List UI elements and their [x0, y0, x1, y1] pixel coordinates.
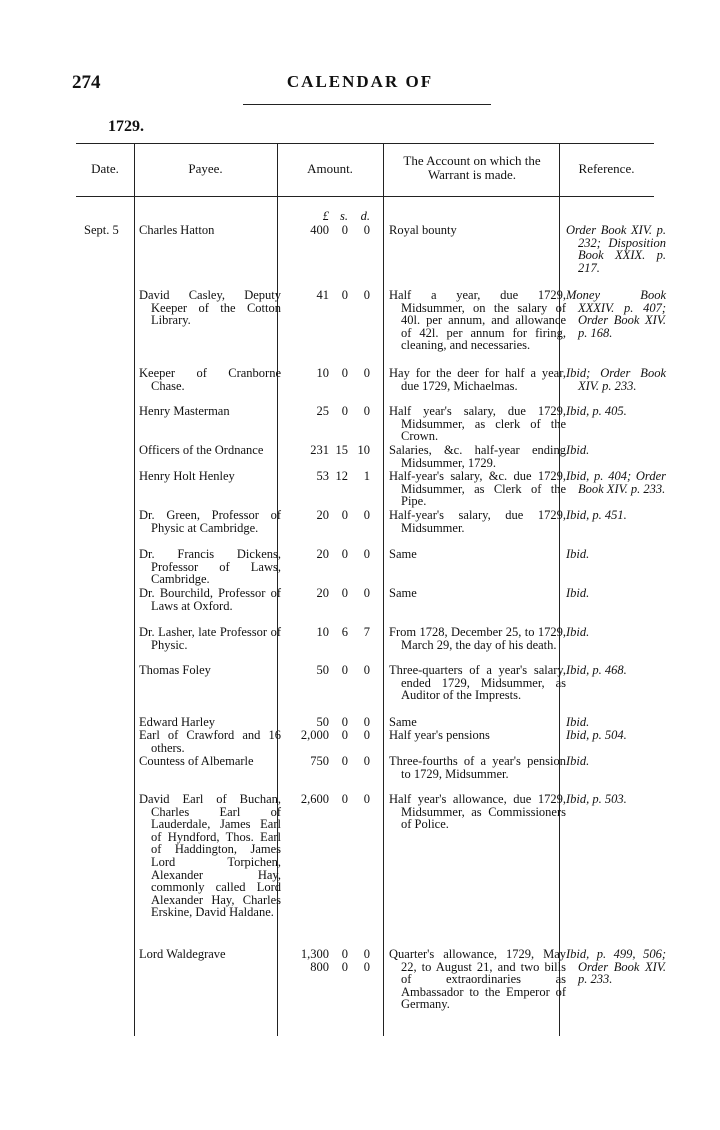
amount-shillings: 0	[341, 508, 348, 522]
amount-pounds: 10	[316, 366, 329, 380]
amount-pence: 0	[363, 663, 370, 677]
row-reference: Ibid, p. 404; Order Book XIV. p. 233.	[566, 469, 666, 496]
row-reference: Money Book XXXIV. p. 407; Order Book XIV. p. 168.	[566, 288, 666, 340]
amount-shillings: 0	[341, 547, 348, 561]
amount-pounds: 25	[316, 404, 329, 418]
column-header-date: Date.	[91, 161, 119, 176]
shillings-unit: s.	[340, 209, 348, 223]
row-amount-second	[279, 961, 383, 974]
pounds-unit: £	[322, 209, 329, 223]
row-reference: Ibid, p. 468.	[566, 663, 627, 677]
row-amount	[279, 444, 383, 457]
amount-pounds: 800	[310, 960, 329, 974]
amount-pence: 10	[357, 443, 370, 457]
row-payee: Edward Harley	[139, 715, 216, 729]
amount-pounds: 1,300	[300, 947, 329, 961]
row-payee: Henry Holt Henley	[139, 469, 235, 483]
amount-pounds: 41	[316, 288, 329, 302]
amount-pence: 0	[363, 508, 370, 522]
amount-shillings: 0	[341, 960, 348, 974]
row-amount	[279, 548, 383, 561]
amount-pence: 0	[363, 947, 370, 961]
row-reference: Ibid, p. 503.	[566, 792, 627, 806]
amount-pounds: 50	[316, 663, 329, 677]
row-account: Half year's pensions	[389, 728, 490, 742]
row-account: Hay for the deer for half a year, due 1729, Michaelmas.	[389, 366, 566, 393]
row-account: Quarter's allowance, 1729, May 22, to August 21, and two bills of extraordinaries as Ambassador to the Emperor of Germany.	[389, 947, 566, 1012]
row-amount	[279, 729, 383, 742]
amount-pounds: 53	[316, 469, 329, 483]
amount-pence: 7	[363, 625, 370, 639]
row-payee: David Earl of Buchan, Charles Earl of Lauderdale, James Earl of Hyndford, Thos. Earl of Haddington, James Lord Torpichen, Alexander Hay, commonly called Lord Alexander Hay, Charles Erskine, David Haldane.	[139, 792, 281, 920]
amount-pounds: 10	[316, 625, 329, 639]
row-account: Same	[389, 547, 417, 561]
amount-pence: 0	[363, 586, 370, 600]
amount-pounds: 2,000	[300, 728, 329, 742]
column-header-account: The Account on which the Warrant is made.	[403, 153, 541, 182]
row-payee: Keeper of Cranborne Chase.	[139, 366, 281, 393]
amount-pounds: 750	[310, 754, 329, 768]
row-date: Sept. 5	[84, 223, 119, 237]
amount-pence: 0	[363, 754, 370, 768]
amount-pounds: 400	[310, 223, 329, 237]
row-account: Half year's salary, due 1729, Midsummer, as clerk of the Crown.	[389, 404, 566, 444]
amount-shillings: 15	[335, 443, 348, 457]
row-amount	[279, 509, 383, 522]
amount-shillings: 0	[341, 947, 348, 961]
row-amount	[279, 587, 383, 600]
amount-pence: 1	[363, 469, 370, 483]
row-account: Salaries, &c. half-year ending Midsummer, 1729.	[389, 443, 566, 470]
row-reference: Ibid.	[566, 443, 590, 457]
row-reference: Ibid; Order Book XIV. p. 233.	[566, 366, 666, 393]
row-account: Three-fourths of a year's pension to 1729, Midsummer.	[389, 754, 566, 781]
row-amount	[279, 470, 383, 483]
row-reference: Order Book XIV. p. 232; Disposition Book XXIX. p. 217.	[566, 223, 666, 275]
row-payee: Henry Masterman	[139, 404, 230, 418]
amount-pence: 0	[363, 960, 370, 974]
row-reference: Ibid, p. 504.	[566, 728, 627, 742]
amount-pounds: 20	[316, 586, 329, 600]
amount-units	[279, 210, 383, 224]
row-account: Half-year's salary, due 1729, Midsummer.	[389, 508, 566, 535]
year-heading: 1729.	[108, 118, 144, 135]
row-account: Royal bounty	[389, 223, 457, 237]
row-payee: Dr. Green, Professor of Physic at Cambridge.	[139, 508, 281, 535]
amount-pence: 0	[363, 366, 370, 380]
amount-shillings: 0	[341, 792, 348, 806]
row-payee: Lord Waldegrave	[139, 947, 226, 961]
amount-shillings: 0	[341, 754, 348, 768]
row-amount	[279, 755, 383, 768]
amount-shillings: 0	[341, 715, 348, 729]
row-reference: Ibid.	[566, 586, 590, 600]
row-reference: Ibid.	[566, 754, 590, 768]
row-account: Half year's allowance, due 1729, Midsummer, as Commissioners of Police.	[389, 792, 566, 832]
row-payee: David Casley, Deputy Keeper of the Cotton Library.	[139, 288, 281, 328]
row-reference: Ibid.	[566, 547, 590, 561]
column-header-reference: Reference.	[578, 161, 635, 176]
amount-pence: 0	[363, 404, 370, 418]
amount-pounds: 231	[310, 443, 329, 457]
amount-shillings: 12	[335, 469, 348, 483]
amount-pence: 0	[363, 547, 370, 561]
pence-unit: d.	[360, 209, 370, 223]
column-divider	[134, 143, 135, 1036]
row-reference: Ibid.	[566, 625, 590, 639]
header-rule	[243, 104, 491, 105]
amount-shillings: 6	[341, 625, 348, 639]
page-number: 274	[72, 72, 101, 93]
running-title: CALENDAR OF	[286, 72, 434, 91]
amount-pounds: 2,600	[300, 792, 329, 806]
table-top-rule	[76, 143, 654, 144]
row-reference: Ibid, p. 405.	[566, 404, 627, 418]
amount-pounds: 20	[316, 547, 329, 561]
row-account: Three-quarters of a year's salary, ended 1729, Midsummer, as Auditor of the Imprests.	[389, 663, 566, 703]
column-header-amount: Amount.	[307, 161, 353, 176]
amount-shillings: 0	[341, 404, 348, 418]
column-divider	[383, 143, 384, 1036]
amount-pence: 0	[363, 792, 370, 806]
row-reference: Ibid.	[566, 715, 590, 729]
row-amount	[279, 289, 383, 302]
row-payee: Dr. Bourchild, Professor of Laws at Oxford.	[139, 586, 281, 613]
column-header-payee: Payee.	[188, 161, 223, 176]
row-payee: Dr. Francis Dickens, Professor of Laws, Cambridge.	[139, 547, 281, 587]
row-account: Same	[389, 586, 417, 600]
row-account: Half a year, due 1729, Midsummer, on the salary of 40l. per annum, and allowance of 42l. per annum for firing, cleaning, and necessaries.	[389, 288, 566, 353]
row-amount	[279, 626, 383, 639]
row-payee: Charles Hatton	[139, 223, 215, 237]
amount-shillings: 0	[341, 288, 348, 302]
row-account: Half-year's salary, &c. due 1729, Midsummer, as Clerk of the Pipe.	[389, 469, 566, 509]
amount-shillings: 0	[341, 728, 348, 742]
row-reference: Ibid, p. 499, 506; Order Book XIV. p. 233.	[566, 947, 666, 987]
row-payee: Earl of Crawford and 16 others.	[139, 728, 281, 755]
amount-shillings: 0	[341, 663, 348, 677]
amount-shillings: 0	[341, 366, 348, 380]
amount-shillings: 0	[341, 223, 348, 237]
amount-pence: 0	[363, 728, 370, 742]
row-payee: Officers of the Ordnance	[139, 443, 264, 457]
row-amount	[279, 405, 383, 418]
row-amount	[279, 224, 383, 237]
row-payee: Countess of Albemarle	[139, 754, 254, 768]
table-header-rule	[76, 196, 654, 197]
row-account: From 1728, December 25, to 1729, March 29, the day of his death.	[389, 625, 566, 652]
row-payee: Dr. Lasher, late Professor of Physic.	[139, 625, 281, 652]
amount-shillings: 0	[341, 586, 348, 600]
amount-pence: 0	[363, 715, 370, 729]
amount-pounds: 20	[316, 508, 329, 522]
row-account: Same	[389, 715, 417, 729]
row-amount	[279, 793, 383, 806]
row-reference: Ibid, p. 451.	[566, 508, 627, 522]
amount-pounds: 50	[316, 715, 329, 729]
amount-pence: 0	[363, 223, 370, 237]
row-amount	[279, 664, 383, 677]
row-payee: Thomas Foley	[139, 663, 211, 677]
row-amount	[279, 367, 383, 380]
amount-pence: 0	[363, 288, 370, 302]
